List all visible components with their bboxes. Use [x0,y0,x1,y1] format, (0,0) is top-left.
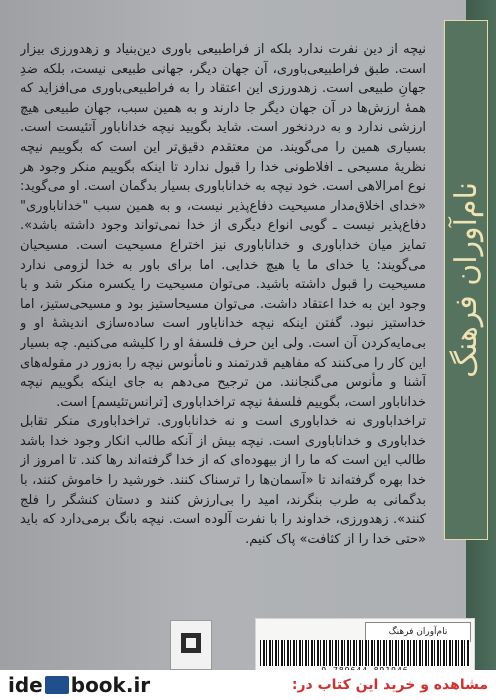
series-title: نام‌آوران فرهنگ [448,182,484,378]
body-paragraph-2: تراخداباوری نه خداباوری است و نه خداناباوری. تراخداباوری منکر تقابل خداباوری و خداناباوری است. نیچه بیش از آنکه طالب انکار وجود خدا باشد طالب این است که ما را از بیهوده‌ای که از خدا گرفته‌اند رها کند. تا امروز از خدا بهره گرفته‌اند تا «آسمان‌ها را ترسناک کنند. خورشید را خاموش کنند، با بدگمانی به طرب بنگرند، امید را بی‌ارزش کنند و دستان کنشگر را فلج کنند». زهدورزی، خداوند را با نفرت آلوده است. نیچه بانگ برمی‌دارد که باید «حتی خدا را از کثافت» پاک کنیم. [20,414,426,547]
publisher-label: نام‌آوران فرهنگ [365,622,471,642]
idebook-logo-left: ide [8,673,43,697]
book-icon [45,676,69,694]
series-band [444,20,488,540]
idebook-logo-right: book.ir [70,673,151,697]
watermark-footer [0,670,496,700]
isbn-barcode [260,640,470,666]
back-cover-text [20,40,426,600]
body-paragraph-1: نیچه از دین نفرت ندارد بلکه از فراطبیعی باوری دین‌بنیاد و زهدورزی بیزار است. طبق فراطبیعی‌باوری، آن جهان دیگر، جهانی طبیعی نیست، بلکه ضدِ جهانِ طبیعی است. زهدورزی این اعتقاد را به فراطبیعی‌باوری می‌افزاید که همهٔ ارزش‌ها در آن جهان دیگر جا دارند و به همین سبب، جهان طبیعی هیچ ارزشی ندارد و به دردنخور است. شاید بگویید نیچه خداناباور آتئیست است. بسیاری همین را می‌گویند. من معتقدم دقیق‌تر این است که بگوییم نیچه نظریهٔ مسیحی ـ افلاطونی خدا را قبول ندارد تا اینکه بگوییم منکر وجود هر نوع امرالاهی است. خود نیچه به خداناباوری بسیار بدگمان است. او می‌گوید: «خدای اخلاق‌مدار مسیحیت دفاع‌پذیر نیست، و به همین سبب "خداناباوری" دفاع‌پذیر نیست ـ گویی انواع دیگری از خدا نمی‌تواند وجود داشته باشد». تمایز میان خداباوری و خداناباوری نیز اختراع مسیحیت است. مسیحیان می‌گویند: یا خدای ما یا هیچ خدایی. اما برای باور به خدا لزومی ندارد مسیحیت را قبول داشته باشید. می‌توان مسیحیت را یکسره منکر شد و با وجود این به خدا اعتقاد داشت. می‌توان مسیحاستیز بود و مسیحی‌ستیز، اما خداستیز نبود. گفتن اینکه نیچه خداناباور است ساده‌سازی اندیشهٔ او و بی‌مایه‌کردن آن است. ولی این حرف فلسفهٔ او را کلیشه می‌کنیم. چه بسیار این کار را می‌کنند که مفاهیم قدرتمند و نامأنوس نیچه را به‌زور در مقوله‌های آشنا و مأنوس می‌گنجانند. من ترجیح می‌دهم به جای اینکه بگوییم نیچه خداناباور است، بگوییم فلسفهٔ نیچه تراخداباوری [ترانس‌تئیسم] است. [20,42,426,410]
watermark-caption: مشاهده و خرید این کتاب در: [291,677,488,693]
publisher-logo-icon [170,620,212,670]
idebook-logo[interactable] [8,673,150,697]
